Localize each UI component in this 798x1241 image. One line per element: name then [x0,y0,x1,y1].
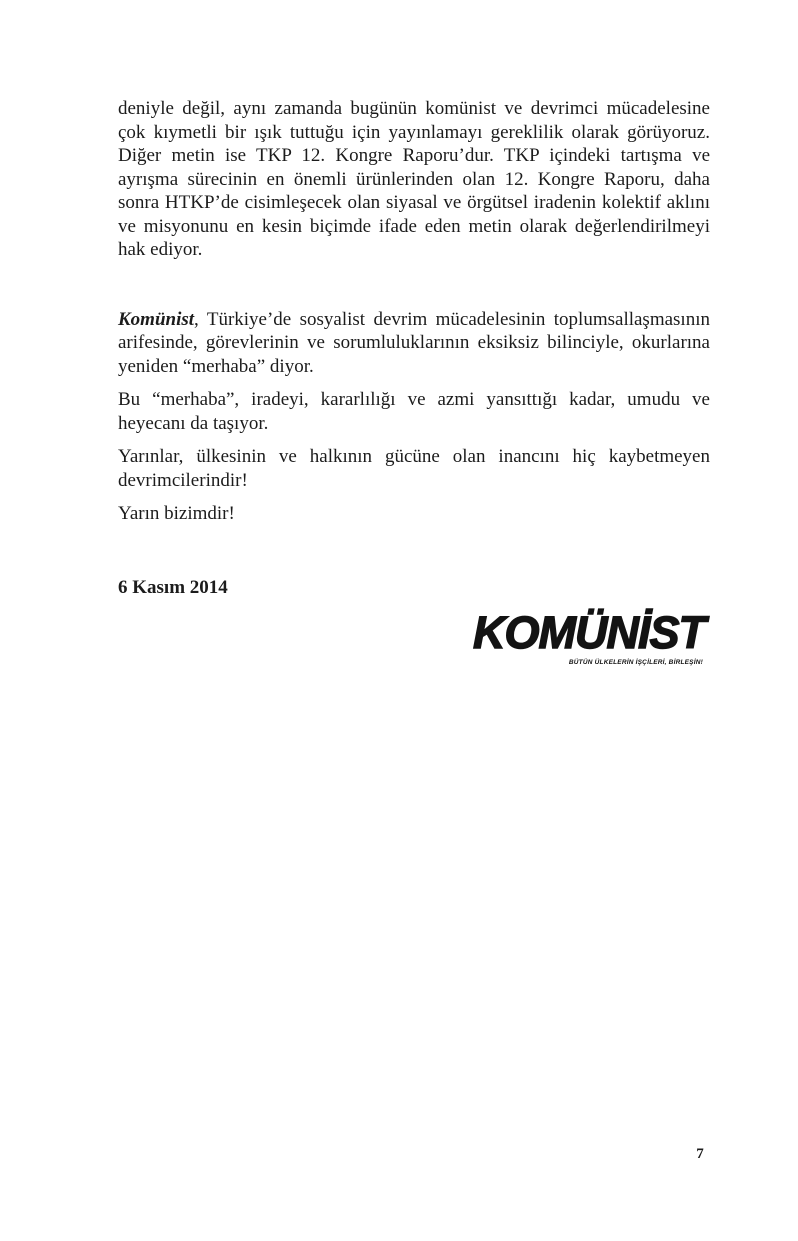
komunist-logo [128,608,705,667]
paragraph-merhaba: Bu “merhaba”, iradeyi, kararlılığı ve azmi yansıttığı kadar, umudu ve heyecanı da taşıyor. [118,389,710,434]
paragraph-yarinlar: Yarınlar, ülkesinin ve halkının gücüne olan inancını hiç kaybetmeyen devrimcilerindir! [118,446,710,491]
body-text-block [118,97,710,599]
date-line: 6 Kasım 2014 [118,576,228,598]
paragraph-text: , Türkiye’de sosyalist devrim mücadelesinin toplumsallaşmasının arifesinde, görevlerinin ve sorumluluklarının eksiksiz bilinciyle, okurlarına yeniden “merhaba” diyor. [118,308,710,377]
logo-tagline: BÜTÜN ÜLKELERİN İŞÇİLERİ, BİRLEŞİN! [568,659,703,666]
paragraph-komunist [118,308,710,379]
journal-name-emphasis: Komünist [118,308,195,330]
logo-wordmark: KOMÜNİST [473,607,705,658]
paragraph-yarin-bizimdir: Yarın bizimdir! [118,503,235,524]
paragraph-continuation: deniyle değil, aynı zamanda bugünün komünist ve devrimci mücadelesine çok kıymetli bir ışık tuttuğu için yayınlamayı gereklilik olarak görüyoruz. Diğer metin ise TKP 12. Kongre Raporu’dur. TKP içindeki tartışma ve ayrışma sürecinin en önemli ürünlerinden olan 12. Kongre Raporu, daha sonra HTKP’de cisimleşecek olan siyasal ve örgütsel iradenin kolektif aklını ve misyonunu en kesin biçimde ifade eden metin olarak değerlendirilmeyi hak ediyor. [118,98,710,260]
page-number: 7 [696,1146,704,1162]
